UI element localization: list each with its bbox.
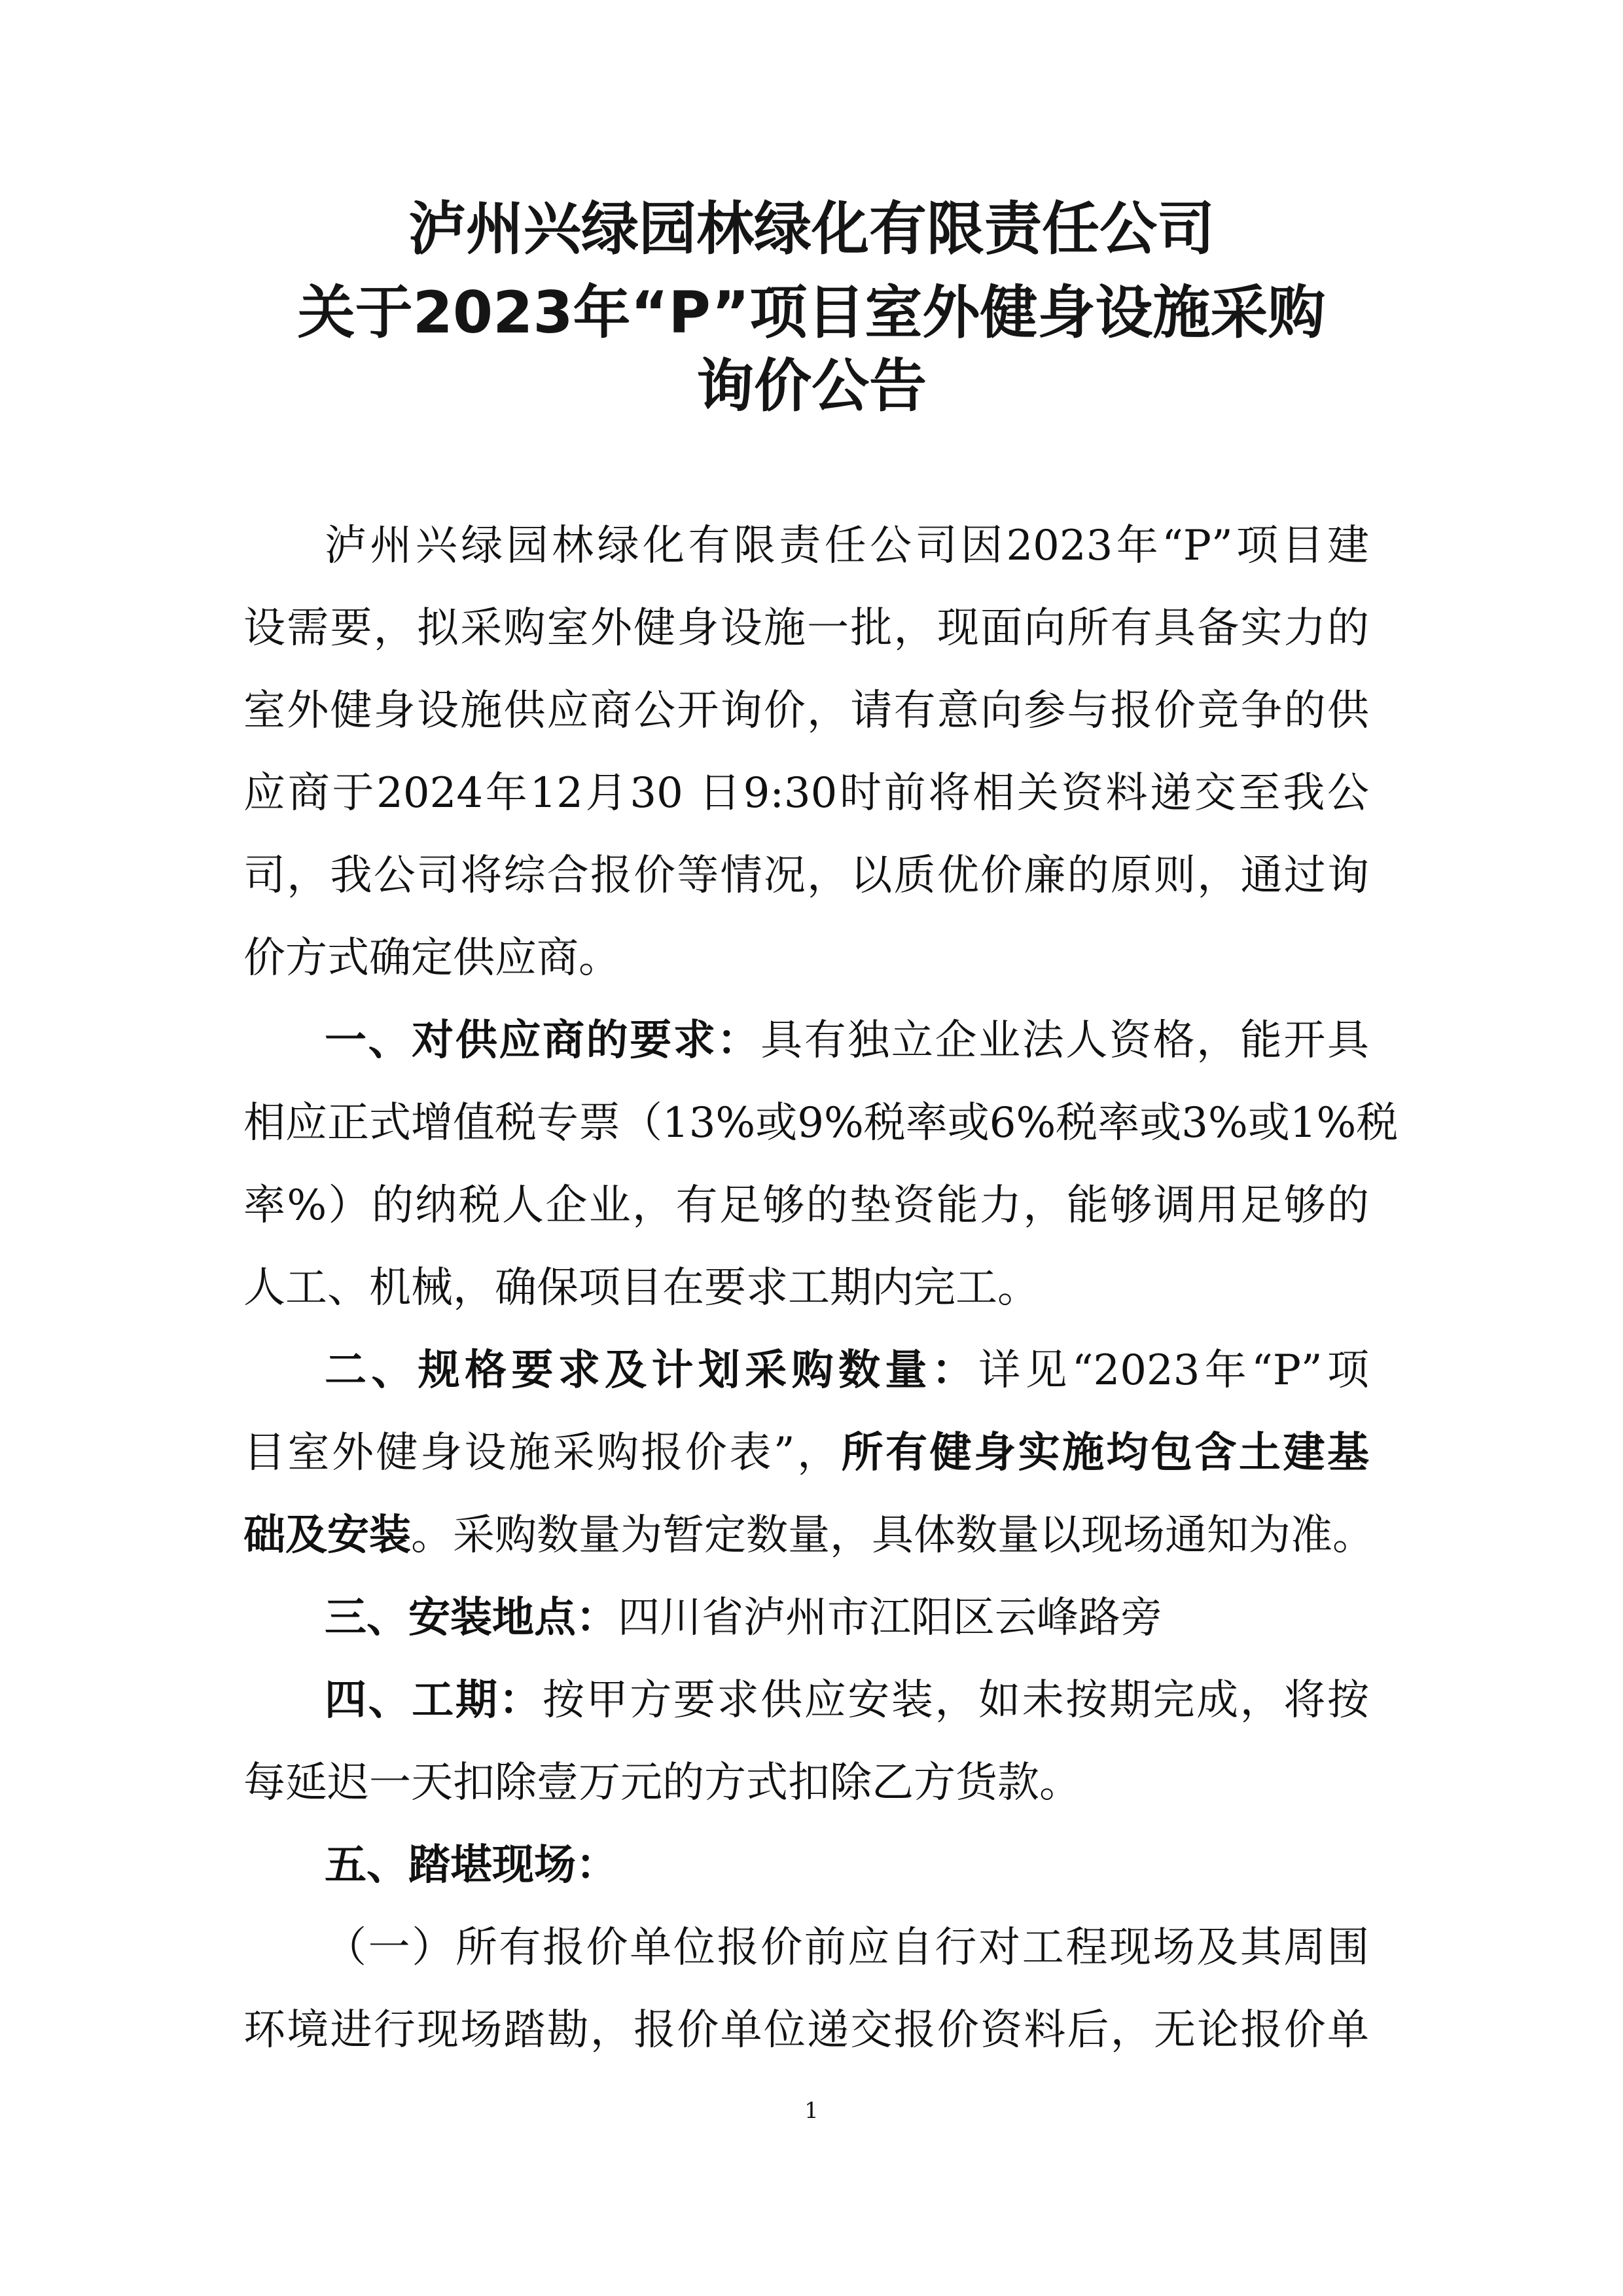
paragraph-line xyxy=(243,1329,1369,1412)
paragraph-line xyxy=(243,670,1369,752)
document-title-line-1: 泸州兴绿园林绿化有限责任公司 xyxy=(408,195,1215,262)
paragraph-line xyxy=(243,752,1369,834)
body-text: 每延迟一天扣除壹万元的方式扣除乙方货款。 xyxy=(243,1759,1081,1807)
paragraph-line xyxy=(243,1247,1369,1329)
body-text: 设需要，拟采购室外健身设施一批，现面向所有具备实力的 xyxy=(243,604,1369,653)
body-text: 按甲方要求供应安装，如未按期完成，将按 xyxy=(543,1676,1370,1725)
bold-text: 二、规格要求及计划采购数量： xyxy=(325,1346,979,1395)
page-number: 1 xyxy=(804,2098,819,2124)
bold-text: 础及安装 xyxy=(243,1511,411,1560)
body-text: 人工、机械，确保项目在要求工期内完工。 xyxy=(243,1264,1039,1312)
body-text: 室外健身设施供应商公开询价，请有意向参与报价竞争的供 xyxy=(243,687,1369,735)
paragraph-line xyxy=(243,1164,1369,1247)
body-text: 泸州兴绿园林绿化有限责任公司因2023年“P”项目建 xyxy=(325,522,1369,570)
bold-text: 五、踏堪现场： xyxy=(325,1841,618,1890)
body-text: 四川省泸州市江阳区云峰路旁 xyxy=(618,1594,1162,1642)
paragraph-line xyxy=(243,917,1369,999)
paragraph-line xyxy=(243,1824,1369,1907)
paragraph-line xyxy=(243,505,1369,587)
bold-text: 一、对供应商的要求： xyxy=(325,1016,761,1065)
paragraph-line xyxy=(243,1412,1369,1494)
paragraph-line xyxy=(243,1907,1369,1989)
body-text: 详见“2023年“P”项 xyxy=(978,1346,1370,1395)
paragraph-line xyxy=(243,999,1369,1082)
body-text: 价方式确定供应商。 xyxy=(243,934,620,982)
paragraph-line xyxy=(243,1989,1369,2072)
paragraph-line xyxy=(243,834,1369,917)
body-text: 应商于2024年12月30 日9:30时前将相关资料递交至我公 xyxy=(243,769,1369,817)
paragraph-line xyxy=(243,1577,1369,1659)
body-text: 率%）的纳税人企业，有足够的垫资能力，能够调用足够的 xyxy=(243,1181,1369,1230)
bold-text: 所有健身实施均包含土建基 xyxy=(841,1429,1370,1477)
document-body xyxy=(243,505,1399,2072)
paragraph-line xyxy=(243,1742,1369,1824)
bold-text: 三、安装地点： xyxy=(325,1594,618,1642)
body-text: （一）所有报价单位报价前应自行对工程现场及其周围 xyxy=(325,1924,1369,1972)
paragraph-line xyxy=(243,587,1369,670)
bold-text: 四、工期： xyxy=(325,1676,543,1725)
body-text: 目室外健身设施采购报价表”， xyxy=(243,1429,842,1477)
body-text: 环境进行现场踏勘，报价单位递交报价资料后，无论报价单 xyxy=(243,2006,1369,2054)
body-text: 具有独立企业法人资格，能开具 xyxy=(760,1016,1370,1065)
document-title-line-3: 询价公告 xyxy=(696,352,927,420)
paragraph-line xyxy=(243,1494,1374,1577)
paragraph-line xyxy=(243,1659,1369,1742)
body-text: 司，我公司将综合报价等情况，以质优价廉的原则，通过询 xyxy=(243,852,1369,900)
body-text: 。采购数量为暂定数量，具体数量以现场通知为准。 xyxy=(411,1511,1374,1560)
document-title-line-2: 关于2023年“P”项目室外健身设施采购 xyxy=(297,279,1326,346)
body-text: 相应正式增值税专票（13%或9%税率或6%税率或3%或1%税 xyxy=(243,1099,1399,1147)
paragraph-line xyxy=(243,1082,1399,1164)
